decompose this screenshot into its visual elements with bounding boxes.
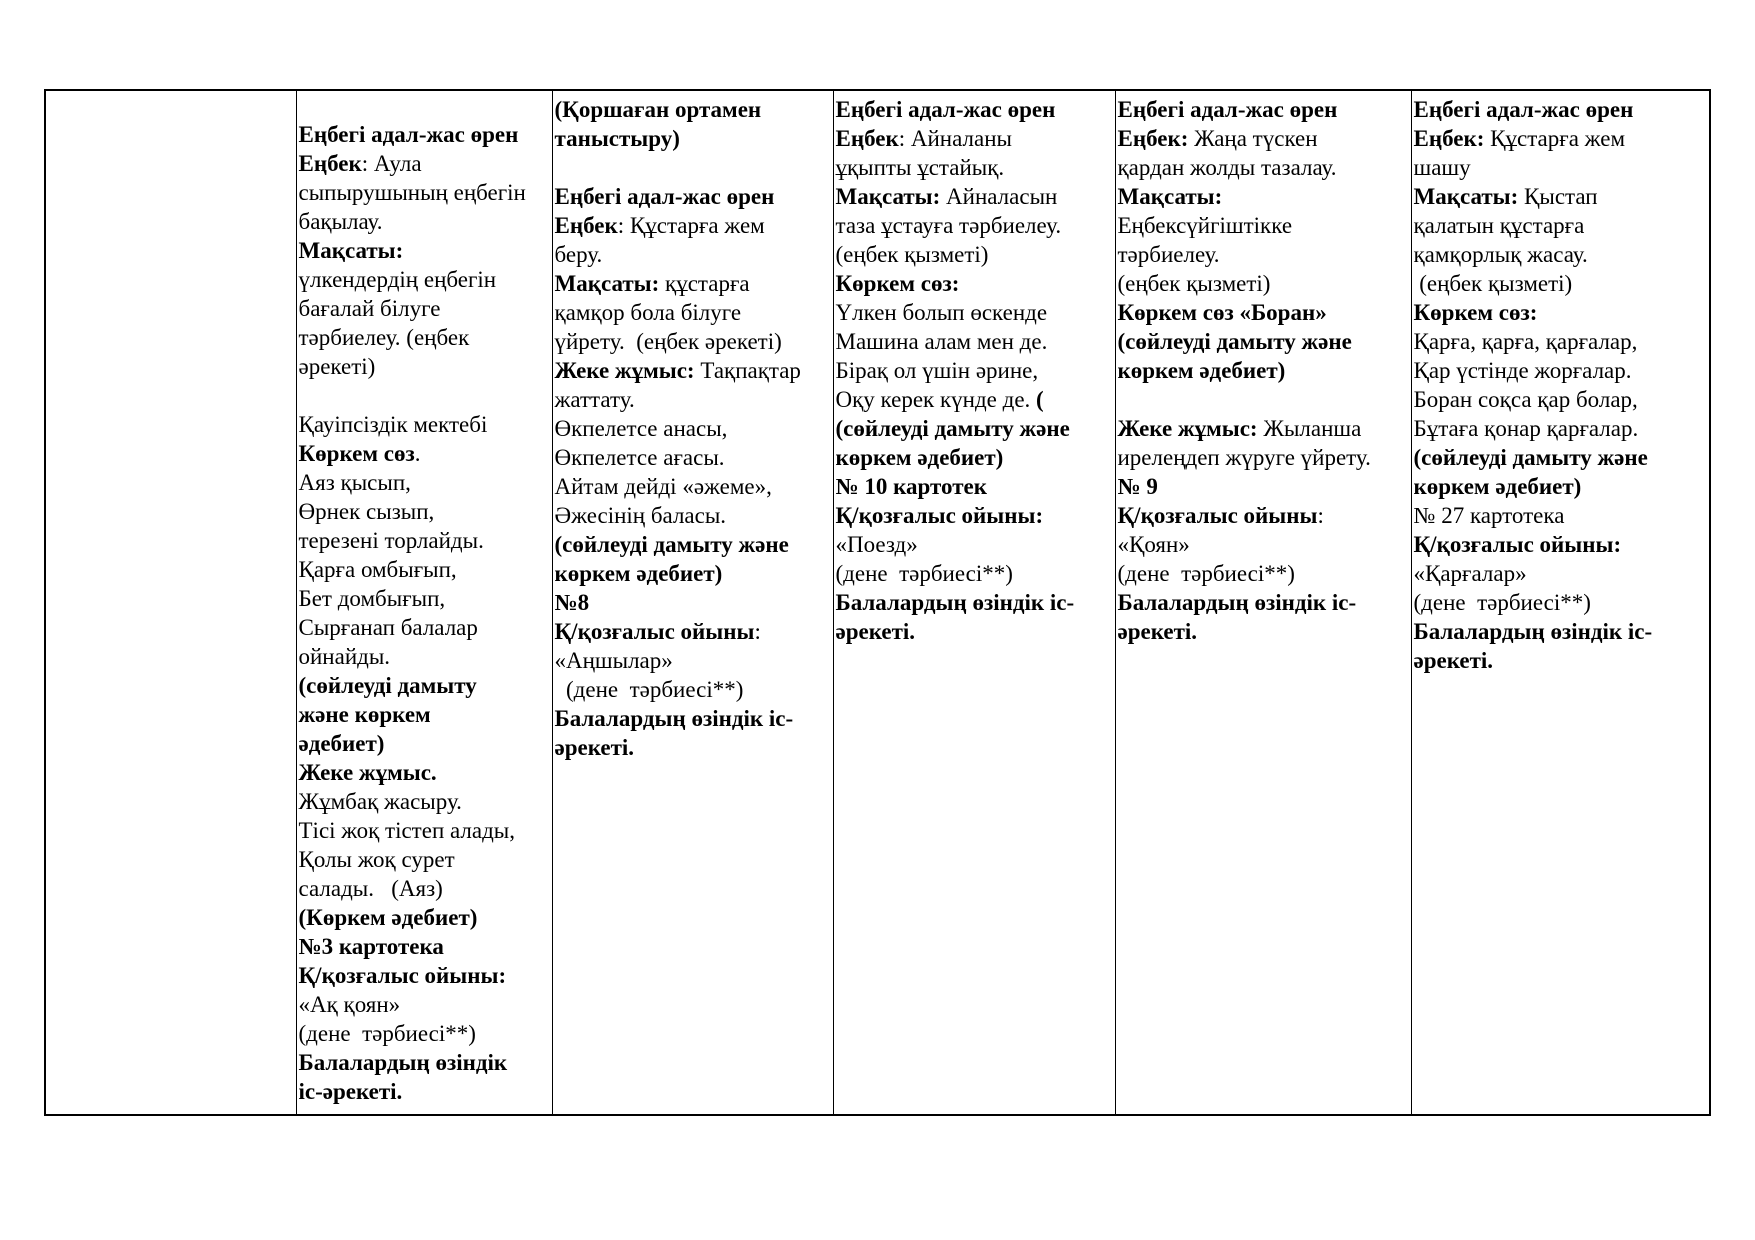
text-line (299, 439, 550, 468)
body-text: Қарға, қарға, қарғалар, (1413, 329, 1638, 354)
text-line (1118, 443, 1409, 472)
text-line (1118, 269, 1409, 298)
text-line (1414, 327, 1708, 356)
body-text: : (1317, 503, 1324, 528)
bold-text: Балалардың өзіндік іс- (835, 590, 1075, 615)
body-text: тәрбиелеу. (1117, 242, 1220, 267)
body-text: беру. (554, 242, 603, 267)
body-text: «Поезд» (835, 532, 918, 557)
bold-text: Еңбегі адал-жас өрен (1117, 97, 1338, 122)
text-line (555, 501, 831, 530)
text-line (1414, 240, 1708, 269)
text-line (1414, 385, 1708, 414)
text-line (299, 468, 550, 497)
bold-text: әрекеті. (1117, 619, 1198, 644)
body-text: Айналасын (940, 184, 1058, 209)
text-line (299, 787, 550, 816)
text-line (299, 236, 550, 265)
bold-text: ( (1036, 387, 1044, 412)
text-line (555, 617, 831, 646)
body-text: (еңбек қызметі) (1413, 271, 1573, 296)
bold-text: Қ/қозғалыс ойыны (1117, 503, 1318, 528)
bold-text: (Қоршаған ортамен (554, 97, 762, 122)
text-line (1414, 530, 1708, 559)
text-line (299, 961, 550, 990)
bold-text: Еңбек (554, 213, 618, 238)
bold-text: (сөйлеуді дамыту (298, 673, 477, 698)
body-text: Тақпақтар (694, 358, 801, 383)
bold-text: (сөйлеуді дамыту және (1413, 445, 1648, 470)
body-text: Боран соқса қар болар, (1413, 387, 1638, 412)
body-text: : Құстарға жем (617, 213, 765, 238)
body-text: Әжесінің баласы. (554, 503, 727, 528)
text-line (1118, 124, 1409, 153)
body-text: Жыланша (1257, 416, 1362, 441)
body-text: . (414, 441, 421, 466)
text-line (555, 733, 831, 762)
body-text: Өкпелетсе ағасы. (554, 445, 725, 470)
bold-text: Көркем сөз «Боран» (1117, 300, 1327, 325)
body-text: Қауіпсіздік мектебі (298, 412, 488, 437)
body-text: Жұмбақ жасыру. (298, 789, 462, 814)
body-text: Бұтаға қонар қарғалар. (1413, 416, 1639, 441)
text-line (1118, 327, 1409, 356)
body-text: Қар үстінде жорғалар. (1413, 358, 1632, 383)
bold-text: Мақсаты: (298, 238, 404, 263)
text-line (836, 124, 1113, 153)
text-line (555, 385, 831, 414)
body-text: Өкпелетсе анасы, (554, 416, 728, 441)
text-line (1118, 182, 1409, 211)
text-line (299, 729, 550, 758)
text-line (1414, 95, 1708, 124)
text-line (1414, 269, 1708, 298)
text-line (1118, 617, 1409, 646)
body-text: Аяз қысып, (298, 470, 411, 495)
bold-text: әдебиет) (298, 731, 385, 756)
text-line (1118, 240, 1409, 269)
text-line (299, 845, 550, 874)
text-line (555, 472, 831, 501)
bold-text: Балалардың өзіндік іс- (554, 706, 794, 731)
body-text: (дене тәрбиесі**) (1117, 561, 1295, 586)
bold-text: Еңбегі адал-жас өрен (298, 122, 519, 147)
text-line (299, 874, 550, 903)
text-line (1414, 443, 1708, 472)
text-line (1414, 617, 1708, 646)
text-line (836, 617, 1113, 646)
body-text: (дене тәрбиесі**) (1413, 590, 1591, 615)
bold-text: Еңбегі адал-жас өрен (835, 97, 1056, 122)
text-line (1118, 95, 1409, 124)
body-text: қамқор бола білуге (554, 300, 742, 325)
body-text: Қарға омбығып, (298, 557, 457, 582)
text-line (1414, 559, 1708, 588)
body-text: Өрнек сызып, (298, 499, 435, 524)
text-line (1118, 356, 1409, 385)
text-line (555, 414, 831, 443)
text-line (1118, 559, 1409, 588)
bold-text: көркем әдебиет) (1413, 474, 1582, 499)
text-line (299, 526, 550, 555)
body-text: тәрбиелеу. (еңбек (298, 325, 470, 350)
text-line (836, 501, 1113, 530)
bold-text: таныстыру) (554, 126, 680, 151)
body-text: терезені торлайды. (298, 528, 484, 553)
text-line (555, 443, 831, 472)
bold-text: Жеке жұмыс. (298, 760, 437, 785)
text-line (1118, 472, 1409, 501)
text-line (299, 816, 550, 845)
blank-line (555, 153, 831, 182)
bold-text: Еңбек: (1117, 126, 1189, 151)
text-line (836, 240, 1113, 269)
bold-text: Көркем сөз: (835, 271, 960, 296)
text-line (299, 207, 550, 236)
bold-text: Балалардың өзіндік іс- (1413, 619, 1653, 644)
text-line (299, 497, 550, 526)
text-line (555, 211, 831, 240)
body-text: салады. (Аяз) (298, 876, 443, 901)
bold-text: көркем әдебиет) (835, 445, 1004, 470)
text-line (555, 95, 831, 124)
text-line (555, 356, 831, 385)
text-line (299, 932, 550, 961)
text-line (555, 298, 831, 327)
empty-label-cell (45, 90, 296, 1115)
text-line (555, 675, 831, 704)
text-line (555, 240, 831, 269)
bold-text: әрекеті. (554, 735, 635, 760)
body-text: (дене тәрбиесі**) (298, 1021, 476, 1046)
text-line (555, 646, 831, 675)
body-text: Қолы жоқ сурет (298, 847, 455, 872)
text-line (836, 153, 1113, 182)
text-line (836, 559, 1113, 588)
body-text: Қыстап (1518, 184, 1598, 209)
body-text: Машина алам мен де. (835, 329, 1048, 354)
text-line (299, 294, 550, 323)
body-text: Құстарға жем (1484, 126, 1626, 151)
text-line (1414, 153, 1708, 182)
bold-text: (Көркем әдебиет) (298, 905, 478, 930)
text-line (1414, 472, 1708, 501)
text-line (836, 530, 1113, 559)
monday-cell (296, 90, 552, 1115)
bold-text: және көркем (298, 702, 431, 727)
text-line (299, 903, 550, 932)
text-line (1118, 588, 1409, 617)
text-line (1118, 153, 1409, 182)
body-text: Оқу керек күнде де. (835, 387, 1037, 412)
text-line (836, 443, 1113, 472)
text-line (836, 414, 1113, 443)
text-line (555, 269, 831, 298)
text-line (836, 327, 1113, 356)
body-text: : (754, 619, 761, 644)
blank-line (1118, 385, 1409, 414)
table-row (45, 90, 1710, 1115)
body-text: әрекеті) (298, 354, 376, 379)
bold-text: Мақсаты: (1117, 184, 1223, 209)
bold-text: Қ/қозғалыс ойыны: (835, 503, 1044, 528)
text-line (1118, 298, 1409, 327)
text-line (555, 704, 831, 733)
text-line (555, 182, 831, 211)
text-line (299, 265, 550, 294)
text-line (1414, 588, 1708, 617)
text-line (555, 530, 831, 559)
text-line (1414, 356, 1708, 385)
text-line (555, 124, 831, 153)
bold-text: көркем әдебиет) (1117, 358, 1286, 383)
tuesday-cell (552, 90, 833, 1115)
body-text: Тісі жоқ тістеп алады, (298, 818, 516, 843)
text-line (299, 410, 550, 439)
bold-text: Еңбек (298, 151, 362, 176)
body-text: таза ұстауға тәрбиелеу. (835, 213, 1062, 238)
bold-text: (сөйлеуді дамыту және (1117, 329, 1352, 354)
body-text: Жаңа түскен (1188, 126, 1318, 151)
text-line (836, 472, 1113, 501)
bold-text: Мақсаты: (835, 184, 941, 209)
text-line (836, 298, 1113, 327)
text-line (299, 1077, 550, 1106)
text-line (299, 990, 550, 1019)
bold-text: №3 картотека (298, 934, 444, 959)
bold-text: (сөйлеуді дамыту және (554, 532, 789, 557)
bold-text: № 10 картотек (835, 474, 987, 499)
bold-text: Мақсаты: (554, 271, 660, 296)
bold-text: Жеке жұмыс: (1117, 416, 1258, 441)
text-line (555, 559, 831, 588)
body-text: (дене тәрбиесі**) (835, 561, 1013, 586)
bold-text: көркем әдебиет) (554, 561, 723, 586)
activity-plan-table (44, 89, 1711, 1116)
text-line (1414, 124, 1708, 153)
bold-text: Көркем сөз (298, 441, 415, 466)
text-line (299, 613, 550, 642)
bold-text: Қ/қозғалыс ойыны: (298, 963, 507, 988)
bold-text: әрекеті. (835, 619, 916, 644)
body-text: ирелеңдеп жүруге үйрету. (1117, 445, 1371, 470)
body-text: сыпырушының еңбегін (298, 180, 526, 205)
body-text: (дене тәрбиесі**) (554, 677, 744, 702)
text-line (299, 671, 550, 700)
text-line (836, 182, 1113, 211)
body-text: «Қоян» (1117, 532, 1190, 557)
bold-text: іс-әрекеті. (298, 1079, 403, 1104)
bold-text: Жеке жұмыс: (554, 358, 695, 383)
bold-text: Еңбек (835, 126, 899, 151)
body-text: шашу (1413, 155, 1471, 180)
body-text: № 27 картотека (1413, 503, 1565, 528)
text-line (836, 356, 1113, 385)
text-line (1414, 298, 1708, 327)
text-line (1414, 182, 1708, 211)
bold-text: Қ/қозғалыс ойыны: (1413, 532, 1622, 557)
bold-text: Еңбегі адал-жас өрен (1413, 97, 1634, 122)
body-text: үлкендердің еңбегін (298, 267, 497, 292)
body-text: үйрету. (еңбек әрекеті) (554, 329, 782, 354)
friday-cell (1411, 90, 1710, 1115)
text-line (1118, 211, 1409, 240)
text-line (299, 1048, 550, 1077)
bold-text: № 9 (1117, 474, 1158, 499)
body-text: «Қарғалар» (1413, 561, 1527, 586)
wednesday-cell (833, 90, 1115, 1115)
body-text: қамқорлық жасау. (1413, 242, 1588, 267)
body-text: ұқыпты ұстайық. (835, 155, 1005, 180)
body-text: : Аула (361, 151, 422, 176)
text-line (299, 149, 550, 178)
text-line (1414, 646, 1708, 675)
body-text: «Аңшылар» (554, 648, 673, 673)
body-text: Бірақ ол үшін әрине, (835, 358, 1039, 383)
text-line (299, 178, 550, 207)
body-text: : Айналаны (898, 126, 1012, 151)
body-text: қардан жолды тазалау. (1117, 155, 1337, 180)
text-line (1414, 501, 1708, 530)
body-text: Айтам дейді «әжеме», (554, 474, 772, 499)
body-text: (еңбек қызметі) (1117, 271, 1271, 296)
bold-text: Еңбек: (1413, 126, 1485, 151)
thursday-cell (1115, 90, 1411, 1115)
text-line (1414, 211, 1708, 240)
bold-text: Көркем сөз: (1413, 300, 1538, 325)
text-line (299, 1019, 550, 1048)
body-text: бақылау. (298, 209, 383, 234)
bold-text: Балалардың өзіндік (298, 1050, 508, 1075)
body-text: ойнайды. (298, 644, 391, 669)
bold-text: №8 (554, 590, 590, 615)
text-line (836, 269, 1113, 298)
blank-line (299, 381, 550, 410)
body-text: құстарға (659, 271, 750, 296)
text-line (299, 120, 550, 149)
text-line (299, 323, 550, 352)
bold-text: Балалардың өзіндік іс- (1117, 590, 1357, 615)
bold-text: Қ/қозғалыс ойыны (554, 619, 755, 644)
text-line (1414, 414, 1708, 443)
text-line (555, 327, 831, 356)
text-line (1118, 501, 1409, 530)
text-line (299, 584, 550, 613)
text-line (836, 385, 1113, 414)
body-text: Еңбексүйгіштікке (1117, 213, 1293, 238)
text-line (1118, 530, 1409, 559)
text-line (836, 95, 1113, 124)
bold-text: Еңбегі адал-жас өрен (554, 184, 775, 209)
body-text: жаттату. (554, 387, 635, 412)
body-text: (еңбек қызметі) (835, 242, 989, 267)
body-text: Сырғанап балалар (298, 615, 478, 640)
bold-text: (сөйлеуді дамыту және (835, 416, 1070, 441)
text-line (299, 352, 550, 381)
text-line (836, 211, 1113, 240)
text-line (836, 588, 1113, 617)
bold-text: Мақсаты: (1413, 184, 1519, 209)
body-text: бағалай білуге (298, 296, 441, 321)
text-line (299, 555, 550, 584)
text-line (1118, 414, 1409, 443)
text-line (299, 642, 550, 671)
body-text: қалатын құстарға (1413, 213, 1585, 238)
text-line (299, 758, 550, 787)
body-text: «Ақ қоян» (298, 992, 401, 1017)
text-line (555, 588, 831, 617)
body-text: Үлкен болып өскенде (835, 300, 1048, 325)
body-text: Бет домбығып, (298, 586, 446, 611)
text-line (299, 700, 550, 729)
bold-text: әрекеті. (1413, 648, 1494, 673)
